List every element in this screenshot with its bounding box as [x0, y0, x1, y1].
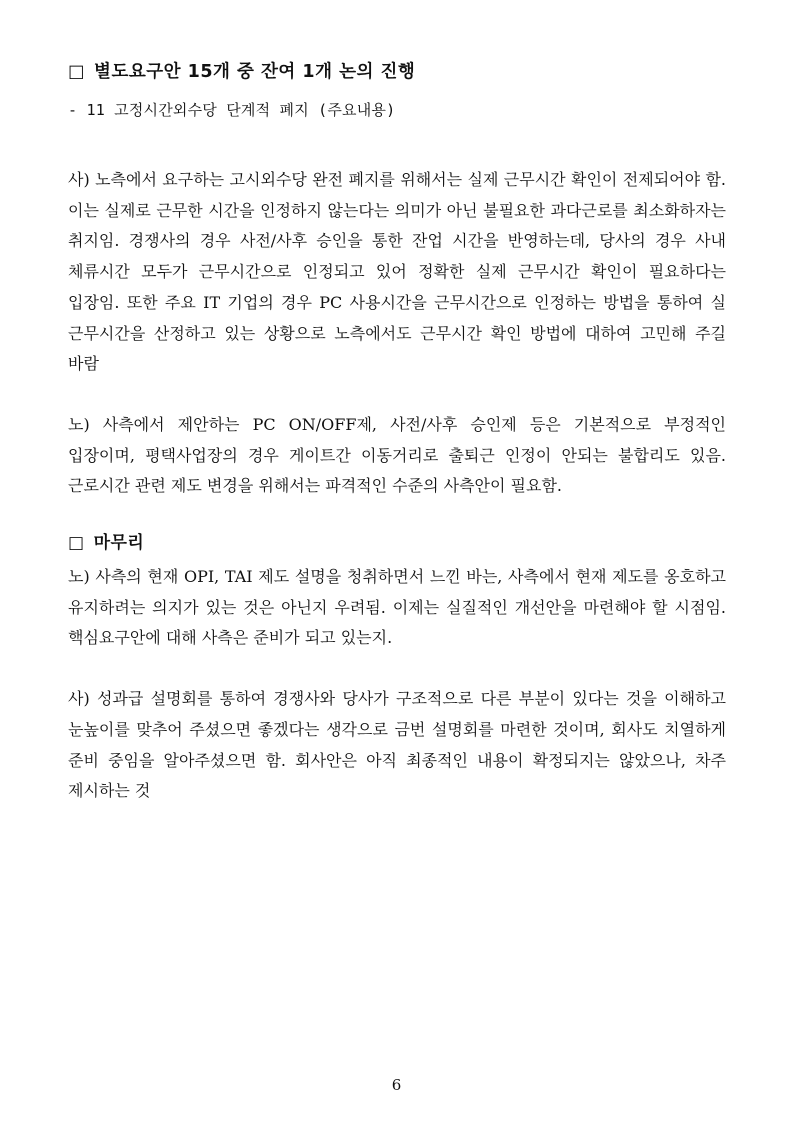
spacer	[68, 131, 726, 165]
section-heading-2-text: 마무리	[93, 533, 145, 554]
paragraph-union-1: 노) 사측에서 제안하는 PC ON/OFF제, 사전/사후 승인제 등은 기본적으로 부정적인 입장이며, 평택사업장의 경우 게이트간 이동거리로 출퇴근 인정이 안되는 불합리도 있음. 근로시간 관련 제도 변경을 위해서는 파격적인 수준의 사측안이 필요함.	[68, 415, 726, 496]
section-heading-1-text: 별도요구안 15개 중 잔여 1개 논의 진행	[94, 62, 416, 82]
paragraph-company-1: 사) 노측에서 요구하는 고시외수당 완전 폐지를 위해서는 실제 근무시간 확인이 전제되어야 함. 이는 실제로 근무한 시간을 인정하지 않는다는 의미가 아닌 불필요한 과다근로를 최소화하자는 취지임. 경쟁사의 경우 사전/사후 승인을 통한 잔업 시간을 반영하는데, 당사의 경우 사내 체류시간 모두가 근무시간으로 인정되고 있어 정확한 실제 근무시간 확인이 필요하다는 입장임. 또한 주요 IT 기업의 경우 PC 사용시간을 근무시간으로 인정하는 방법을 통하여 실 근무시간을 산정하고 있는 상황으로 노측에서도 근무시간 확인 방법에 대하여 고민해 주길 바람	[68, 170, 726, 374]
spacer	[68, 654, 726, 684]
section-subheading-1: - 11 고정시간외수당 단계적 폐지 (주요내용)	[68, 100, 396, 119]
document-body	[68, 60, 726, 807]
paragraph-union-2: 노) 사측의 현재 OPI, TAI 제도 설명을 청취하면서 느낀 바는, 사측에서 현재 제도를 옹호하고 유지하려는 의지가 있는 것은 아닌지 우려됨. 이제는 실질적인 개선안을 마련해야 할 시점임. 핵심요구안에 대해 사측은 준비가 되고 있는지.	[68, 566, 726, 648]
spacer	[68, 502, 726, 532]
page-number: 6	[391, 1076, 402, 1094]
square-bullet-icon: □	[68, 533, 85, 554]
section-heading-2	[68, 532, 726, 556]
square-bullet-icon: □	[68, 62, 86, 82]
spacer	[68, 380, 726, 410]
section-heading-1	[68, 60, 726, 85]
paragraph-company-2: 사) 성과급 설명회를 통하여 경쟁사와 당사가 구조적으로 다른 부분이 있다는 것을 이해하고 눈높이를 맞추어 주셨으면 좋겠다는 생각으로 금번 설명회를 마련한 것이며, 회사도 치열하게 준비 중임을 알아주셨으면 함. 회사안은 아직 최종적인 내용이 확정되지는 않았으나, 차주 제시하는 것	[68, 689, 726, 801]
